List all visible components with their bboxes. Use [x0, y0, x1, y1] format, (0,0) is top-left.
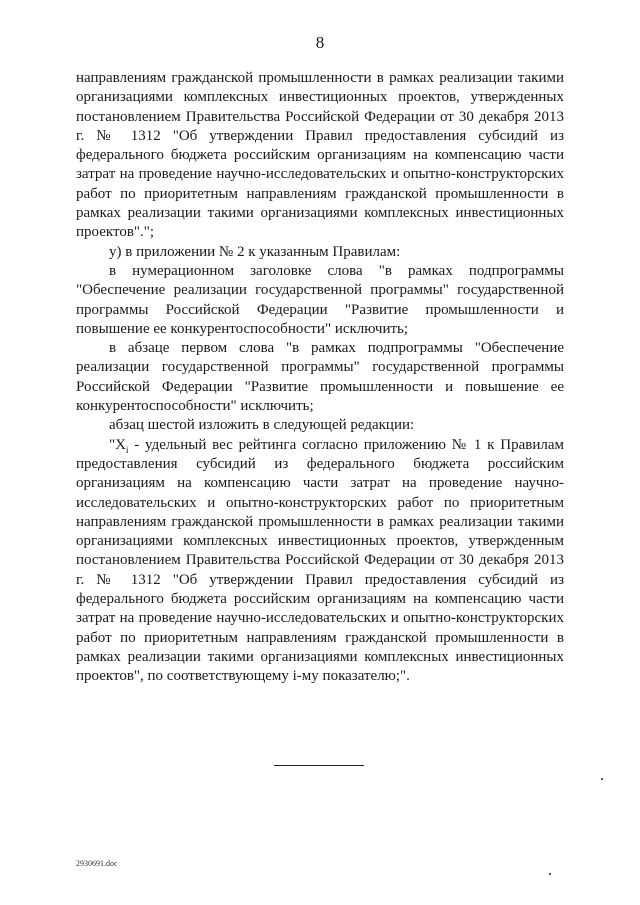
paragraph-continuation: направлениям гражданской промышленности в рамках реализации такими организациями комплексных инвестиционных проектов, утвержденных постановлением Правительства Российской Федерации от 30 декабря 2013 г. № 1312 "Об утверждении Правил предоставления субсидий из федерального бюджета российским организациям на компенсацию части затрат на проведение научно-исследовательских и опытно-конструкторских работ по приоритетным направлениям гражданской промышленности в рамках реализации такими организациями комплексных инвестиционных проектов"."; [76, 70, 564, 241]
formula-variable: "X [109, 436, 126, 453]
document-file-id: 2930691.doc [76, 859, 118, 868]
scan-speck [549, 873, 551, 875]
document-body [76, 69, 564, 687]
page-number: 8 [315, 33, 325, 52]
formula-subscript: i [125, 444, 129, 455]
paragraph-item-u: у) в приложении № 2 к указанным Правилам: [109, 243, 401, 260]
paragraph-first-abzac: в абзаце первом слова "в рамках подпрограммы "Обеспечение реализации государственной программы" государственной программы Российской Федерации "Развитие промышленности и повышение ее конкурентоспособности" исключить; [76, 340, 564, 415]
paragraph-sixth-abzac: абзац шестой изложить в следующей редакции: [109, 417, 415, 434]
paragraph-new-wording [76, 436, 564, 687]
end-divider [274, 765, 364, 766]
paragraph-numbering-header: в нумерационном заголовке слова "в рамках подпрограммы "Обеспечение реализации государственной программы" государственной программы Российской Федерации "Развитие промышленности и повышение ее конкурентоспособности" исключить; [76, 262, 564, 337]
scan-speck [601, 778, 603, 780]
formula-definition: - удельный вес рейтинга согласно приложению № 1 к Правилам предоставления субсидий из федерального бюджета российским организациям на компенсацию части затрат на проведение научно-исследовательских и опытно-конструкторских работ по приоритетным направлениям гражданской промышленности в рамках реализации такими организациями комплексных инвестиционных проектов, утвержденным постановлением Правительства Российской Федерации от 30 декабря 2013 г. № 1312 "Об утверждении Правил предоставления субсидий из федерального бюджета российским организациям на компенсацию части затрат на проведение научно-исследовательских и опытно-конструкторских работ по приоритетным направлениям гражданской промышленности в рамках реализации такими организациями комплексных инвестиционных проектов", по соответствующему i-му показателю;". [76, 436, 564, 685]
